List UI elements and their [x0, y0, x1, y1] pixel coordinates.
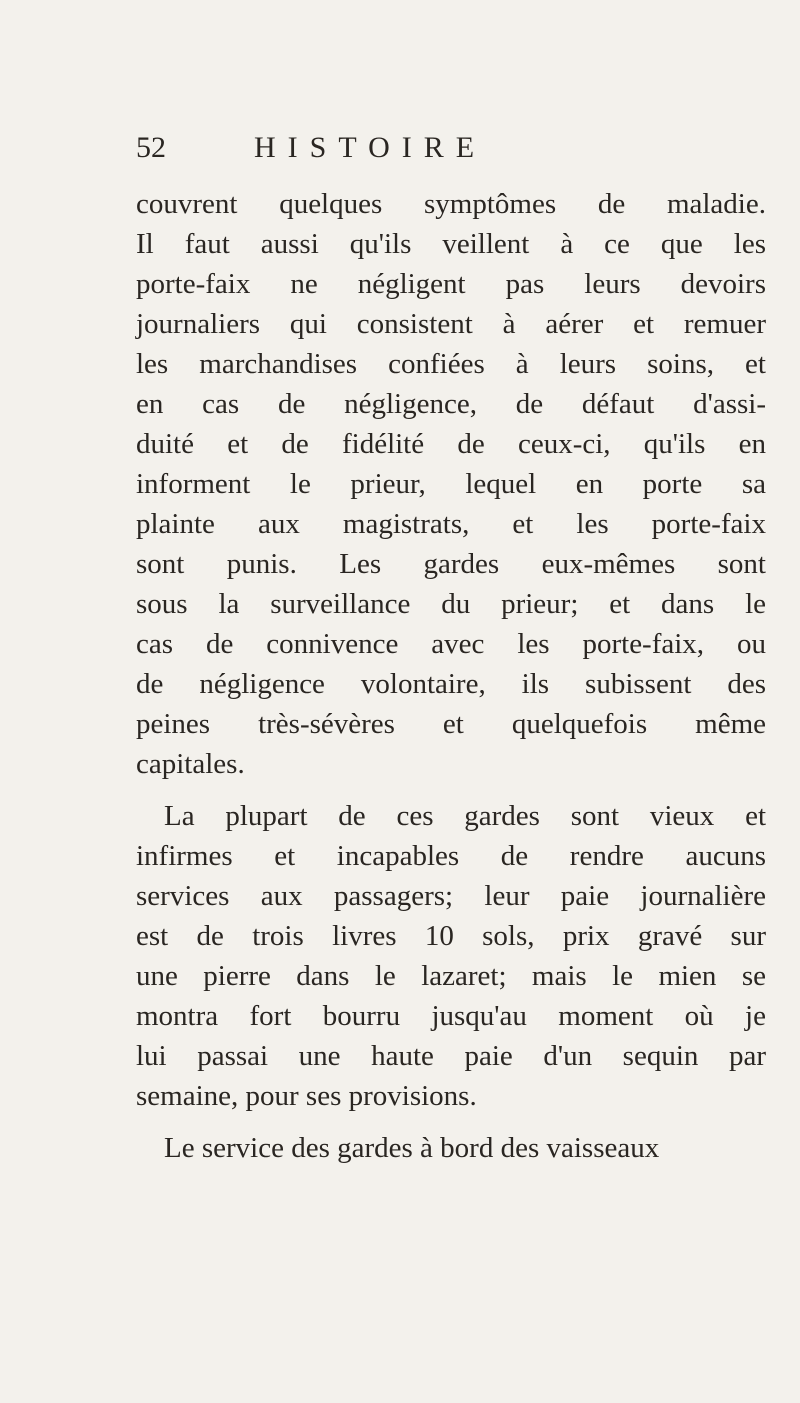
text-line: Il faut aussi qu'ils veillent à ce que les: [136, 228, 766, 260]
paragraph: [136, 184, 766, 784]
paragraph-gap: [136, 784, 766, 796]
text-line: cas de connivence avec les porte-faix, ou: [136, 628, 766, 660]
text-line: sous la surveillance du prieur; et dans le: [136, 588, 766, 620]
text-line: duité et de fidélité de ceux-ci, qu'ils en: [136, 428, 766, 460]
text-line: montra fort bourru jusqu'au moment où je: [136, 1000, 766, 1032]
text-line: services aux passagers; leur paie journalière: [136, 880, 766, 912]
paragraph: [136, 796, 766, 1116]
text-line: est de trois livres 10 sols, prix gravé sur: [136, 920, 766, 952]
text-line: capitales.: [136, 748, 245, 780]
text-line: sont punis. Les gardes eux-mêmes sont: [136, 548, 766, 580]
text-line: Le service des gardes à bord des vaisseaux: [164, 1132, 660, 1164]
text-line: de négligence volontaire, ils subissent des: [136, 668, 766, 700]
running-title: HISTOIRE: [254, 131, 487, 164]
text-line: semaine, pour ses provisions.: [136, 1080, 477, 1112]
text-line: couvrent quelques symptômes de maladie.: [136, 188, 766, 220]
text-line: journaliers qui consistent à aérer et remuer: [136, 308, 766, 340]
text-line: peines très-sévères et quelquefois même: [136, 708, 766, 740]
paragraph-gap: [136, 1116, 766, 1128]
text-line: plainte aux magistrats, et les porte-faix: [136, 508, 766, 540]
body-text: [136, 184, 766, 1168]
text-line: porte-faix ne négligent pas leurs devoirs: [136, 268, 766, 300]
text-line: les marchandises confiées à leurs soins, et: [136, 348, 766, 380]
text-line: infirmes et incapables de rendre aucuns: [136, 840, 766, 872]
text-line: une pierre dans le lazaret; mais le mien se: [136, 960, 766, 992]
running-head: [136, 128, 756, 168]
text-line: en cas de négligence, de défaut d'assi-: [136, 388, 766, 420]
text-line: La plupart de ces gardes sont vieux et: [164, 800, 766, 832]
text-line: lui passai une haute paie d'un sequin par: [136, 1040, 766, 1072]
page-number: 52: [136, 131, 166, 164]
text-line: informent le prieur, lequel en porte sa: [136, 468, 766, 500]
paragraph: [136, 1128, 766, 1168]
